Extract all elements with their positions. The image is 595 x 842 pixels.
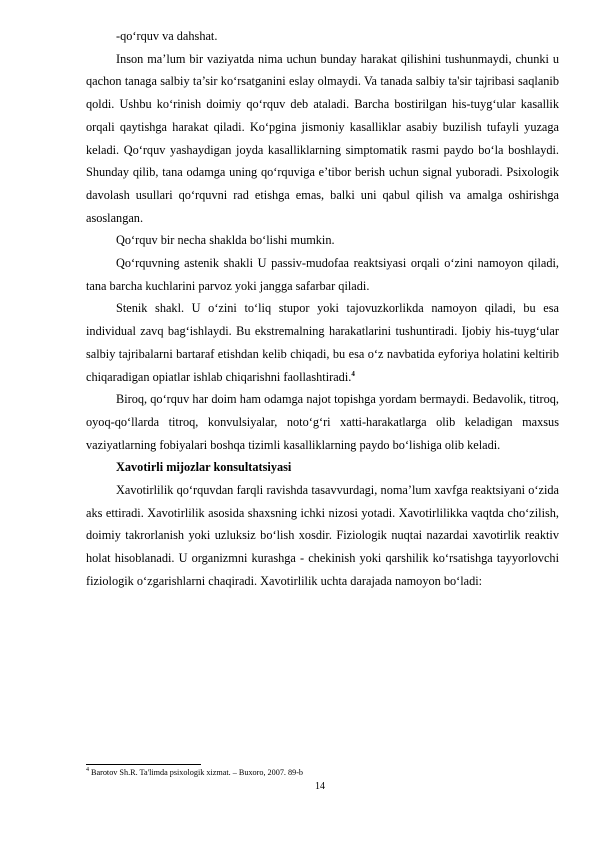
page-number: 14 bbox=[315, 781, 325, 792]
paragraph-fear-forms: Qo‘rquv bir necha shaklda bo‘lishi mumkin. bbox=[116, 233, 335, 248]
paragraph-sthenic-text: Stenik shakl. U o‘zini to‘liq stupor yoki tajovuzkorlikda namoyon qiladi, bu esa individual zavq bag‘ishlaydi. Bu ekstremalning harakatlarini tushuntiradi. Ijobiy his-tuyg‘ular salbiy tajribalarni bartaraf etishdan kelib chiqadi, bu esa o‘z navbatida eyforiya holatini keltirib chiqaradigan opiatlar ishlab chiqarishni faollashtiradi. bbox=[86, 301, 559, 384]
paragraph-anxiety: Xavotirlilik qo‘rquvdan farqli ravishda tasavvurdagi, noma’lum xavfga reaktsiyani o‘zida aks ettiradi. Xavotirlilik asosida shaxsning ichki nizosi yotadi. Xavotirlilikka vaqtda cho‘zilish, doimiy takrorlanish yoki uzluksiz bo‘lish xosdir. Fiziologik nuqtai nazardai xavotirlik reaktiv holat hisoblanadi. U organizmni kurashga - chekinish yoki qarshilik ko‘rsatishga tayyorlovchi fiziologik o‘zgarishlarni chaqiradi. Xavotirlilik uchta darajada namoyon bo‘ladi: bbox=[86, 483, 559, 588]
body-text bbox=[86, 25, 559, 593]
paragraph-sthenic-form bbox=[86, 297, 559, 388]
paragraph-fear-description: Inson ma’lum bir vaziyatda nima uchun bunday harakat qilishini tushunmaydi, chunki u qachon tanaga salbiy ta’sir ko‘rsatganini eslay olmaydi. Va tanada salbiy ta'sir tajribasi saqlanib qoldi. Ushbu ko‘rinish doimiy qo‘rquv deb ataladi. Barcha bostirilgan his-tuyg‘ular kasallik orqali qaytishga harakat qiladi. Ko‘pgina jismoniy kasalliklar asabiy buzilish tufayli yuzaga keladi. Qo‘rquv yashaydigan joyda kasalliklarning simptomatik rasmi paydo bo‘la boshlaydi. Shunday qilib, tana odamga uning qo‘rquviga e’tibor berish uchun signal yuboradi. Psixologik davolash usullari qo‘rquvni rad etishga emas, balki uni qabul qilish va amalga oshirishga asoslangan. bbox=[86, 51, 559, 225]
paragraph-phobias: Biroq, qo‘rquv har doim ham odamga najot topishga yordam bermaydi. Bedavolik, titroq, oyoq-qo‘llarda titroq, konvulsiyalar, noto‘g‘ri xatti-harakatlarga olib keladigan maxsus vaziyatlarning fobiyalari boshqa tizimli kasalliklarning paydo bo‘lishiga olib keladi. bbox=[86, 392, 559, 452]
paragraph-asthenic-form: Qo‘rquvning astenik shakli U passiv-mudofaa reaktsiyasi orqali o‘zini namoyon qiladi, tana barcha kuchlarini parvoz yoki jangga safarbar qiladi. bbox=[86, 256, 559, 293]
footnote-divider bbox=[86, 764, 201, 765]
footnote bbox=[86, 767, 559, 778]
footnote-text: Barotov Sh.R. Ta'limda psixologik xizmat. – Buxoro, 2007. 89-b bbox=[91, 768, 304, 777]
footnote-reference[interactable]: 4 bbox=[351, 369, 355, 378]
paragraph-intro: -qo‘rquv va dahshat. bbox=[116, 29, 218, 43]
footnote-number: 4 bbox=[86, 767, 89, 774]
section-heading: Xavotirli mijozlar konsultatsiyasi bbox=[116, 460, 292, 475]
